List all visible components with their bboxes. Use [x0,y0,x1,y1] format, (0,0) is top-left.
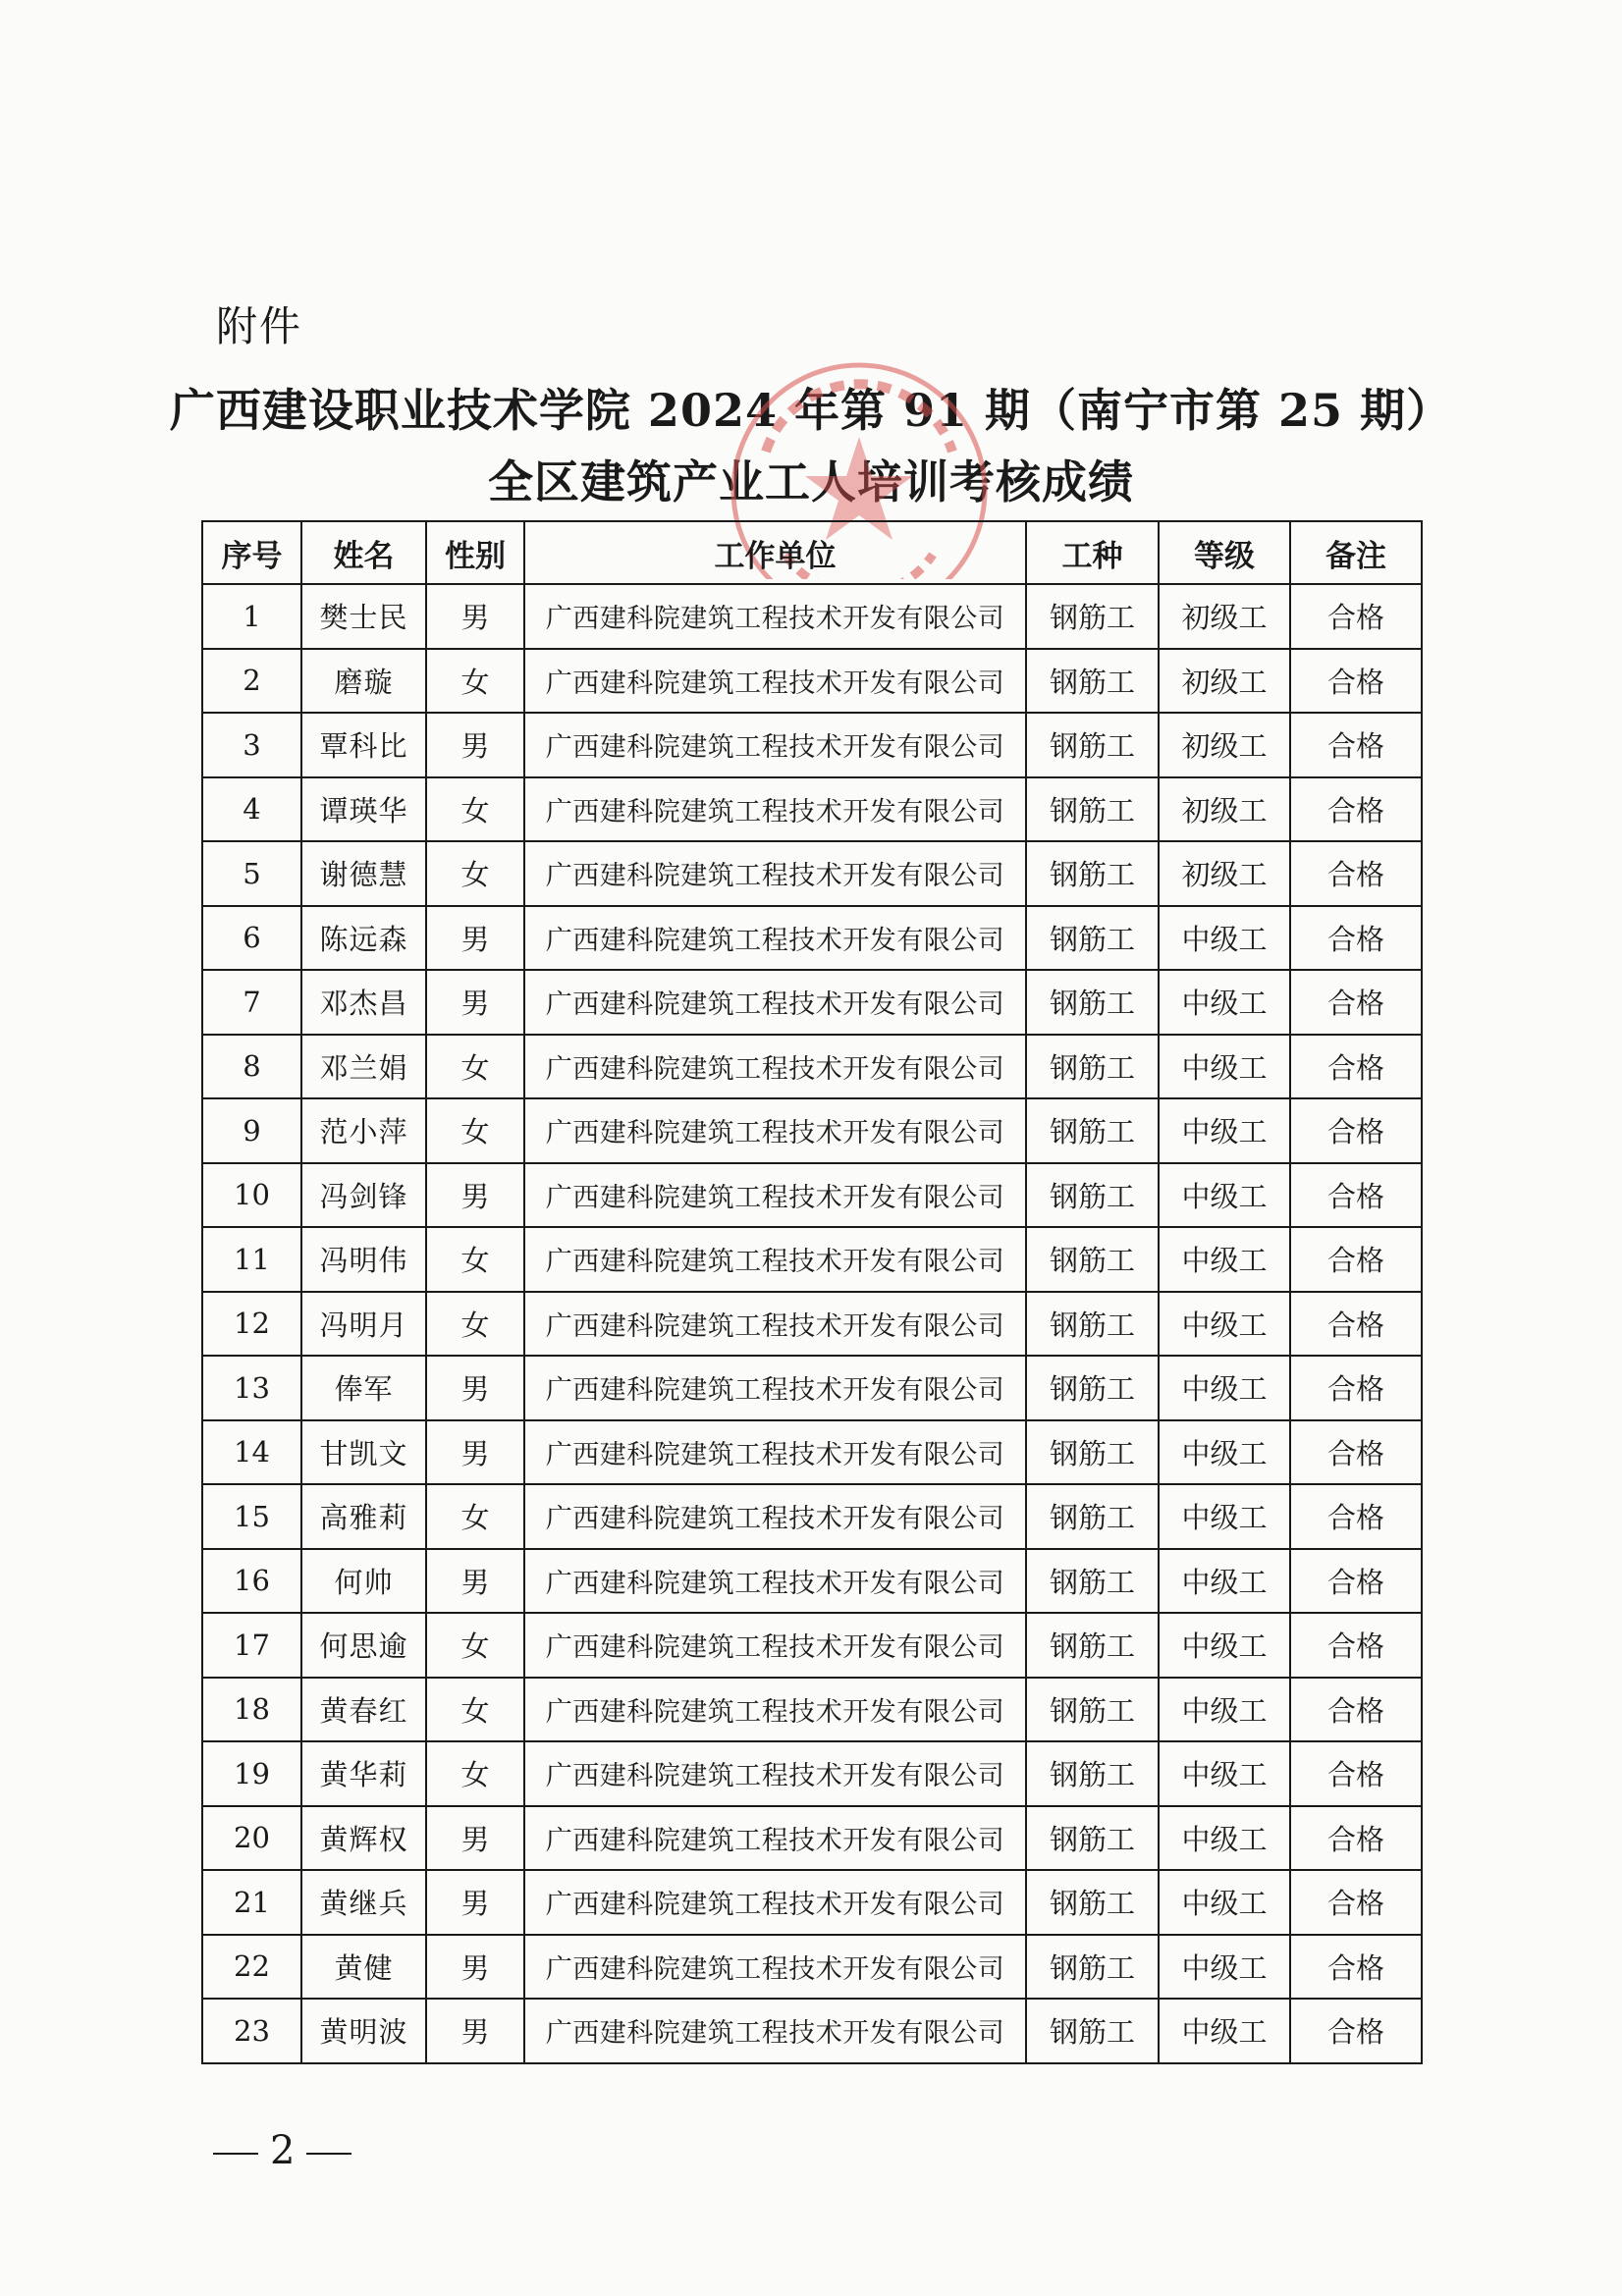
cell-trade: 钢筋工 [1026,1870,1159,1935]
cell-unit: 广西建科院建筑工程技术开发有限公司 [524,1549,1026,1614]
cell-level: 中级工 [1159,970,1290,1035]
cell-remark: 合格 [1290,1613,1422,1678]
cell-remark: 合格 [1290,1035,1422,1099]
cell-trade: 钢筋工 [1026,1549,1159,1614]
cell-gender: 女 [426,1484,524,1549]
cell-trade: 钢筋工 [1026,1163,1159,1228]
cell-unit: 广西建科院建筑工程技术开发有限公司 [524,1420,1026,1485]
cell-level: 中级工 [1159,1098,1290,1163]
cell-remark: 合格 [1290,1999,1422,2063]
cell-gender: 男 [426,1549,524,1614]
table-row [202,1098,1422,1163]
cell-no: 18 [202,1678,301,1742]
cell-trade: 钢筋工 [1026,1292,1159,1357]
cell-name: 邓兰娟 [301,1035,426,1099]
table-row [202,1870,1422,1935]
cell-remark: 合格 [1290,584,1422,649]
cell-name: 邓杰昌 [301,970,426,1035]
cell-level: 初级工 [1159,584,1290,649]
cell-name: 磨璇 [301,649,426,714]
cell-unit: 广西建科院建筑工程技术开发有限公司 [524,1163,1026,1228]
cell-name: 冯明月 [301,1292,426,1357]
cell-name: 谢德慧 [301,841,426,906]
cell-no: 15 [202,1484,301,1549]
cell-no: 8 [202,1035,301,1099]
cell-remark: 合格 [1290,777,1422,842]
cell-gender: 女 [426,841,524,906]
cell-gender: 男 [426,1420,524,1485]
table-row [202,1999,1422,2063]
header-unit: 工作单位 [524,521,1026,584]
cell-no: 10 [202,1163,301,1228]
cell-level: 中级工 [1159,1356,1290,1420]
table-row [202,1227,1422,1292]
table-row [202,584,1422,649]
header-remark: 备注 [1290,521,1422,584]
cell-trade: 钢筋工 [1026,970,1159,1035]
cell-level: 中级工 [1159,1935,1290,2000]
cell-name: 何帅 [301,1549,426,1614]
dash-right [306,2153,351,2155]
table-row [202,1163,1422,1228]
table-row [202,1292,1422,1357]
cell-level: 初级工 [1159,713,1290,777]
cell-unit: 广西建科院建筑工程技术开发有限公司 [524,1098,1026,1163]
cell-name: 冯明伟 [301,1227,426,1292]
page-number [201,2128,363,2173]
table-row [202,970,1422,1035]
cell-no: 3 [202,713,301,777]
training-score-table [201,520,1423,2064]
cell-trade: 钢筋工 [1026,1678,1159,1742]
cell-unit: 广西建科院建筑工程技术开发有限公司 [524,584,1026,649]
cell-level: 初级工 [1159,841,1290,906]
cell-name: 俸军 [301,1356,426,1420]
cell-name: 冯剑锋 [301,1163,426,1228]
cell-no: 9 [202,1098,301,1163]
cell-remark: 合格 [1290,649,1422,714]
cell-unit: 广西建科院建筑工程技术开发有限公司 [524,1356,1026,1420]
cell-unit: 广西建科院建筑工程技术开发有限公司 [524,1484,1026,1549]
cell-trade: 钢筋工 [1026,1999,1159,2063]
cell-name: 黄继兵 [301,1870,426,1935]
cell-name: 黄明波 [301,1999,426,2063]
cell-remark: 合格 [1290,1678,1422,1742]
cell-level: 中级工 [1159,1163,1290,1228]
cell-gender: 女 [426,1035,524,1099]
cell-trade: 钢筋工 [1026,906,1159,971]
cell-gender: 女 [426,1292,524,1357]
cell-gender: 女 [426,777,524,842]
cell-name: 黄华莉 [301,1741,426,1806]
cell-unit: 广西建科院建筑工程技术开发有限公司 [524,713,1026,777]
cell-level: 中级工 [1159,1035,1290,1099]
cell-unit: 广西建科院建筑工程技术开发有限公司 [524,1292,1026,1357]
cell-name: 范小萍 [301,1098,426,1163]
cell-name: 黄春红 [301,1678,426,1742]
cell-unit: 广西建科院建筑工程技术开发有限公司 [524,1935,1026,2000]
cell-trade: 钢筋工 [1026,1484,1159,1549]
cell-trade: 钢筋工 [1026,777,1159,842]
table-row [202,1035,1422,1099]
cell-trade: 钢筋工 [1026,1613,1159,1678]
cell-no: 13 [202,1356,301,1420]
cell-no: 19 [202,1741,301,1806]
cell-level: 中级工 [1159,1741,1290,1806]
cell-trade: 钢筋工 [1026,1741,1159,1806]
cell-name: 黄辉权 [301,1806,426,1871]
cell-remark: 合格 [1290,1163,1422,1228]
dash-left [213,2153,258,2155]
cell-no: 5 [202,841,301,906]
cell-trade: 钢筋工 [1026,649,1159,714]
cell-trade: 钢筋工 [1026,713,1159,777]
cell-no: 11 [202,1227,301,1292]
table-row [202,841,1422,906]
table-row [202,906,1422,971]
cell-gender: 女 [426,1678,524,1742]
table-row [202,1678,1422,1742]
cell-level: 中级工 [1159,1292,1290,1357]
header-gender: 性别 [426,521,524,584]
cell-remark: 合格 [1290,1098,1422,1163]
cell-gender: 男 [426,1999,524,2063]
cell-gender: 女 [426,1227,524,1292]
cell-name: 谭瑛华 [301,777,426,842]
cell-remark: 合格 [1290,841,1422,906]
cell-remark: 合格 [1290,1870,1422,1935]
cell-gender: 女 [426,1613,524,1678]
cell-no: 21 [202,1870,301,1935]
cell-remark: 合格 [1290,713,1422,777]
cell-no: 4 [202,777,301,842]
cell-level: 中级工 [1159,1870,1290,1935]
document-title-line2: 全区建筑产业工人培训考核成绩 [488,455,1134,508]
cell-remark: 合格 [1290,1935,1422,2000]
cell-remark: 合格 [1290,1549,1422,1614]
cell-remark: 合格 [1290,1420,1422,1485]
cell-remark: 合格 [1290,1741,1422,1806]
cell-no: 14 [202,1420,301,1485]
header-name: 姓名 [301,521,426,584]
cell-trade: 钢筋工 [1026,1806,1159,1871]
cell-name: 樊士民 [301,584,426,649]
table-row [202,1356,1422,1420]
page-number-value: 2 [270,2128,296,2173]
cell-gender: 男 [426,1870,524,1935]
cell-remark: 合格 [1290,1806,1422,1871]
cell-gender: 男 [426,713,524,777]
cell-no: 22 [202,1935,301,2000]
table-header-row [202,521,1422,584]
cell-unit: 广西建科院建筑工程技术开发有限公司 [524,841,1026,906]
cell-unit: 广西建科院建筑工程技术开发有限公司 [524,1227,1026,1292]
cell-trade: 钢筋工 [1026,1935,1159,2000]
cell-unit: 广西建科院建筑工程技术开发有限公司 [524,1999,1026,2063]
cell-remark: 合格 [1290,1292,1422,1357]
cell-no: 2 [202,649,301,714]
cell-no: 7 [202,970,301,1035]
cell-remark: 合格 [1290,1484,1422,1549]
cell-gender: 男 [426,1163,524,1228]
cell-trade: 钢筋工 [1026,1420,1159,1485]
cell-level: 初级工 [1159,649,1290,714]
cell-unit: 广西建科院建筑工程技术开发有限公司 [524,1741,1026,1806]
cell-gender: 男 [426,1806,524,1871]
table-row [202,713,1422,777]
cell-no: 16 [202,1549,301,1614]
cell-unit: 广西建科院建筑工程技术开发有限公司 [524,649,1026,714]
table-row [202,1420,1422,1485]
table-row [202,1613,1422,1678]
cell-level: 中级工 [1159,1806,1290,1871]
cell-remark: 合格 [1290,1227,1422,1292]
cell-trade: 钢筋工 [1026,841,1159,906]
table-row [202,1484,1422,1549]
cell-name: 高雅莉 [301,1484,426,1549]
cell-level: 中级工 [1159,1227,1290,1292]
cell-no: 12 [202,1292,301,1357]
cell-unit: 广西建科院建筑工程技术开发有限公司 [524,777,1026,842]
cell-unit: 广西建科院建筑工程技术开发有限公司 [524,1806,1026,1871]
table-row [202,1549,1422,1614]
cell-gender: 男 [426,906,524,971]
cell-level: 中级工 [1159,1613,1290,1678]
header-level: 等级 [1159,521,1290,584]
cell-name: 覃科比 [301,713,426,777]
cell-trade: 钢筋工 [1026,1098,1159,1163]
cell-gender: 男 [426,1356,524,1420]
cell-no: 23 [202,1999,301,2063]
cell-level: 初级工 [1159,777,1290,842]
cell-level: 中级工 [1159,1549,1290,1614]
cell-unit: 广西建科院建筑工程技术开发有限公司 [524,970,1026,1035]
cell-level: 中级工 [1159,906,1290,971]
cell-level: 中级工 [1159,1420,1290,1485]
cell-unit: 广西建科院建筑工程技术开发有限公司 [524,1678,1026,1742]
cell-unit: 广西建科院建筑工程技术开发有限公司 [524,1870,1026,1935]
cell-level: 中级工 [1159,1484,1290,1549]
cell-trade: 钢筋工 [1026,1227,1159,1292]
cell-unit: 广西建科院建筑工程技术开发有限公司 [524,1035,1026,1099]
cell-gender: 男 [426,584,524,649]
cell-gender: 女 [426,1741,524,1806]
cell-name: 甘凯文 [301,1420,426,1485]
table-row [202,1806,1422,1871]
cell-trade: 钢筋工 [1026,584,1159,649]
cell-unit: 广西建科院建筑工程技术开发有限公司 [524,906,1026,971]
table-row [202,777,1422,842]
table-row [202,1741,1422,1806]
cell-gender: 女 [426,649,524,714]
table-row [202,649,1422,714]
table-row [202,1935,1422,2000]
attachment-label: 附件 [216,302,303,350]
cell-level: 中级工 [1159,1678,1290,1742]
cell-trade: 钢筋工 [1026,1356,1159,1420]
cell-no: 17 [202,1613,301,1678]
cell-level: 中级工 [1159,1999,1290,2063]
cell-trade: 钢筋工 [1026,1035,1159,1099]
document-title-line1: 广西建设职业技术学院 2024 年第 91 期（南宁市第 25 期） [169,384,1453,437]
cell-name: 何思逾 [301,1613,426,1678]
cell-no: 1 [202,584,301,649]
cell-remark: 合格 [1290,1356,1422,1420]
cell-gender: 男 [426,1935,524,2000]
cell-unit: 广西建科院建筑工程技术开发有限公司 [524,1613,1026,1678]
header-trade: 工种 [1026,521,1159,584]
cell-remark: 合格 [1290,970,1422,1035]
cell-name: 陈远森 [301,906,426,971]
header-no: 序号 [202,521,301,584]
cell-remark: 合格 [1290,906,1422,971]
cell-no: 6 [202,906,301,971]
cell-gender: 女 [426,1098,524,1163]
cell-no: 20 [202,1806,301,1871]
cell-gender: 男 [426,970,524,1035]
cell-name: 黄健 [301,1935,426,2000]
